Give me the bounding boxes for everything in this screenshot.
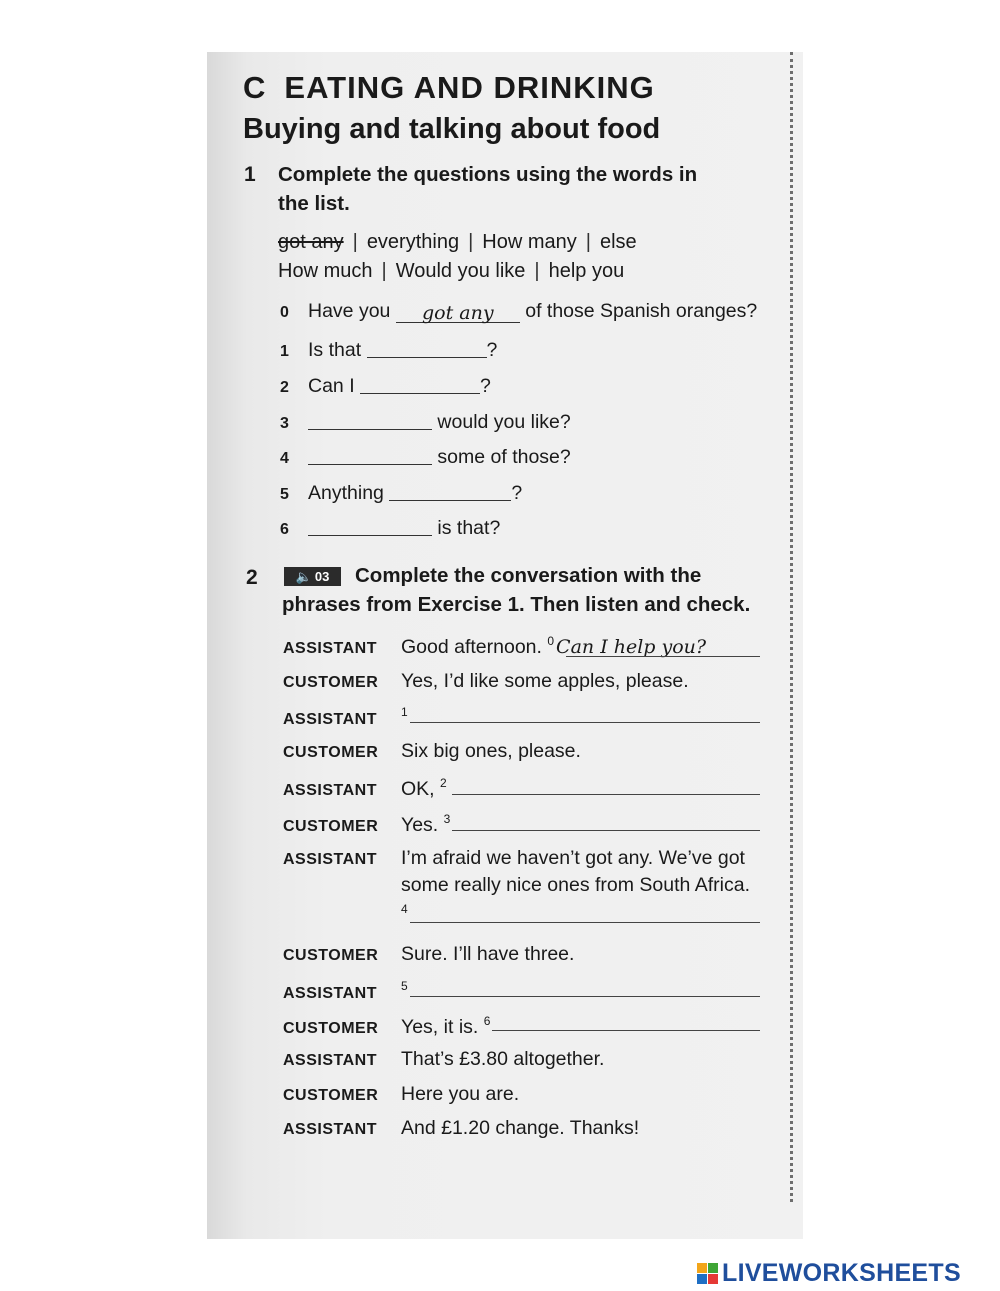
section-subtitle: Buying and talking about food <box>243 113 661 145</box>
dialogue-text: That’s £3.80 altogether. <box>401 1048 605 1070</box>
answer-line-2[interactable] <box>452 794 760 795</box>
answer-blank-6[interactable] <box>308 515 432 536</box>
dialogue-line-11 <box>283 1083 519 1106</box>
question-text-before: Anything <box>308 482 384 504</box>
logo-square <box>697 1263 707 1273</box>
dialogue-line-6 <box>283 847 745 870</box>
gap-number: 1 <box>401 705 408 719</box>
dialogue-line-6-continued: some really nice ones from South Africa. <box>401 874 750 896</box>
section-letter: C <box>243 70 267 105</box>
speaker-label: CUSTOMER <box>283 947 379 964</box>
answer-line-3[interactable] <box>452 830 760 831</box>
answer-line-1[interactable] <box>410 722 760 723</box>
gap-number: 3 <box>443 812 451 826</box>
word-separator: | <box>381 260 387 282</box>
question-number: 4 <box>280 450 289 467</box>
speaker-label: ASSISTANT <box>283 1052 377 1069</box>
section-title: EATING AND DRINKING <box>284 70 655 105</box>
answer-blank-2[interactable] <box>360 373 480 394</box>
question-text-after: ? <box>486 339 498 361</box>
dialogue-line-1 <box>283 670 689 693</box>
question-2 <box>280 373 491 398</box>
question-text-before: Can I <box>308 375 355 397</box>
word-list <box>278 228 698 286</box>
liveworksheets-brand[interactable] <box>697 1259 961 1288</box>
speaker-label: ASSISTANT <box>283 851 377 868</box>
question-4 <box>280 444 571 469</box>
dialogue-line-5 <box>283 812 452 837</box>
question-6 <box>280 515 500 540</box>
question-text-before: Have you <box>308 300 391 322</box>
answer-line-6[interactable] <box>492 1030 760 1031</box>
gap-number: 0 <box>547 634 555 648</box>
dialogue-line-8 <box>283 979 410 1004</box>
speaker-label: ASSISTANT <box>283 782 377 799</box>
question-number: 0 <box>280 304 289 321</box>
word-list-item: everything <box>366 231 460 253</box>
question-text-after: is that? <box>437 517 501 539</box>
brand-name: LIVEWORKSHEETS <box>722 1259 961 1287</box>
speaker-label: ASSISTANT <box>283 711 377 728</box>
dialogue-text: And £1.20 change. Thanks! <box>401 1117 640 1139</box>
word-separator: | <box>468 231 474 253</box>
speaker-label: CUSTOMER <box>283 1020 379 1037</box>
dialogue-text: Yes, it is. <box>401 1016 479 1038</box>
question-text-before: Is that <box>308 339 362 361</box>
answer-line-0 <box>566 656 760 657</box>
dialogue-text: Yes, I’d like some apples, please. <box>401 670 689 692</box>
dialogue-text: Good afternoon. <box>401 636 542 658</box>
dialogue-text: Six big ones, please. <box>401 740 581 762</box>
exercise-1-number: 1 <box>244 163 256 186</box>
question-3 <box>280 409 571 434</box>
audio-track-number: 03 <box>314 569 330 584</box>
dialogue-text: OK, <box>401 778 435 800</box>
answer-line-5[interactable] <box>410 996 760 997</box>
word-list-item: How many <box>482 231 577 253</box>
gap-number: 6 <box>483 1014 491 1028</box>
dialogue-line-9 <box>283 1014 492 1039</box>
dialogue-text: Yes. <box>401 814 439 836</box>
answer-line-4[interactable] <box>410 922 760 923</box>
logo-square <box>708 1263 718 1273</box>
gap-number: 2 <box>440 776 447 790</box>
dialogue-line-7 <box>283 943 574 966</box>
gap-4-marker <box>401 902 410 927</box>
liveworksheets-logo-icon <box>697 1263 718 1284</box>
speaker-label: CUSTOMER <box>283 818 379 835</box>
exercise-1-instruction: Complete the questions using the words in the list. <box>278 163 698 215</box>
gap-number: 4 <box>401 902 408 916</box>
dialogue-line-10 <box>283 1048 604 1071</box>
speaker-label: ASSISTANT <box>283 985 377 1002</box>
speaker-label: ASSISTANT <box>283 1121 377 1138</box>
gap-number: 5 <box>401 979 408 993</box>
question-text-after: of those Spanish oranges? <box>525 300 758 322</box>
exercise-2-instruction: Complete the conversation with the phrases from Exercise 1. Then listen and check. <box>282 564 751 616</box>
dialogue-text: Sure. I’ll have three. <box>401 943 575 965</box>
question-5 <box>280 480 522 505</box>
dialogue-line-12 <box>283 1117 639 1140</box>
question-number: 3 <box>280 415 289 432</box>
logo-square <box>708 1274 718 1284</box>
answer-blank-1[interactable] <box>367 337 487 358</box>
dialogue-text: I’m afraid we haven’t got any. We’ve got <box>401 847 745 869</box>
dialogue-line-3 <box>283 740 581 763</box>
question-text-after: ? <box>511 482 523 504</box>
answer-example: got any <box>396 302 520 323</box>
word-separator: | <box>352 231 358 253</box>
speaker-label: CUSTOMER <box>283 674 379 691</box>
section-heading <box>243 70 655 106</box>
answer-blank-5[interactable] <box>389 480 511 501</box>
word-list-item: How much <box>278 260 373 282</box>
dialogue-text: Here you are. <box>401 1083 520 1105</box>
word-list-item: else <box>599 231 637 253</box>
word-separator: | <box>534 260 540 282</box>
question-text-after: ? <box>480 375 491 397</box>
question-number: 1 <box>280 343 289 360</box>
speaker-label: CUSTOMER <box>283 1087 379 1104</box>
page-edge-dotted-line <box>790 52 793 1202</box>
dialogue-line-4 <box>283 776 449 801</box>
question-0 <box>280 300 757 323</box>
question-text-after: would you like? <box>437 411 571 433</box>
question-number: 6 <box>280 521 289 538</box>
word-list-item: got any <box>278 231 344 253</box>
exercise-2-number: 2 <box>246 566 258 589</box>
logo-square <box>697 1274 707 1284</box>
speaker-label: CUSTOMER <box>283 744 379 761</box>
question-number: 5 <box>280 486 289 503</box>
dialogue-line-2 <box>283 705 410 730</box>
question-1 <box>280 337 497 362</box>
speaker-icon: 🔈 <box>295 568 312 584</box>
question-text-after: some of those? <box>437 446 571 468</box>
answer-blank-4[interactable] <box>308 444 432 465</box>
answer-example: Can I help you? <box>556 636 707 658</box>
speaker-label: ASSISTANT <box>283 640 377 657</box>
word-list-item: Would you like <box>395 260 526 282</box>
word-list-item: help you <box>548 260 625 282</box>
question-number: 2 <box>280 379 289 396</box>
word-separator: | <box>585 231 591 253</box>
answer-blank-3[interactable] <box>308 409 432 430</box>
